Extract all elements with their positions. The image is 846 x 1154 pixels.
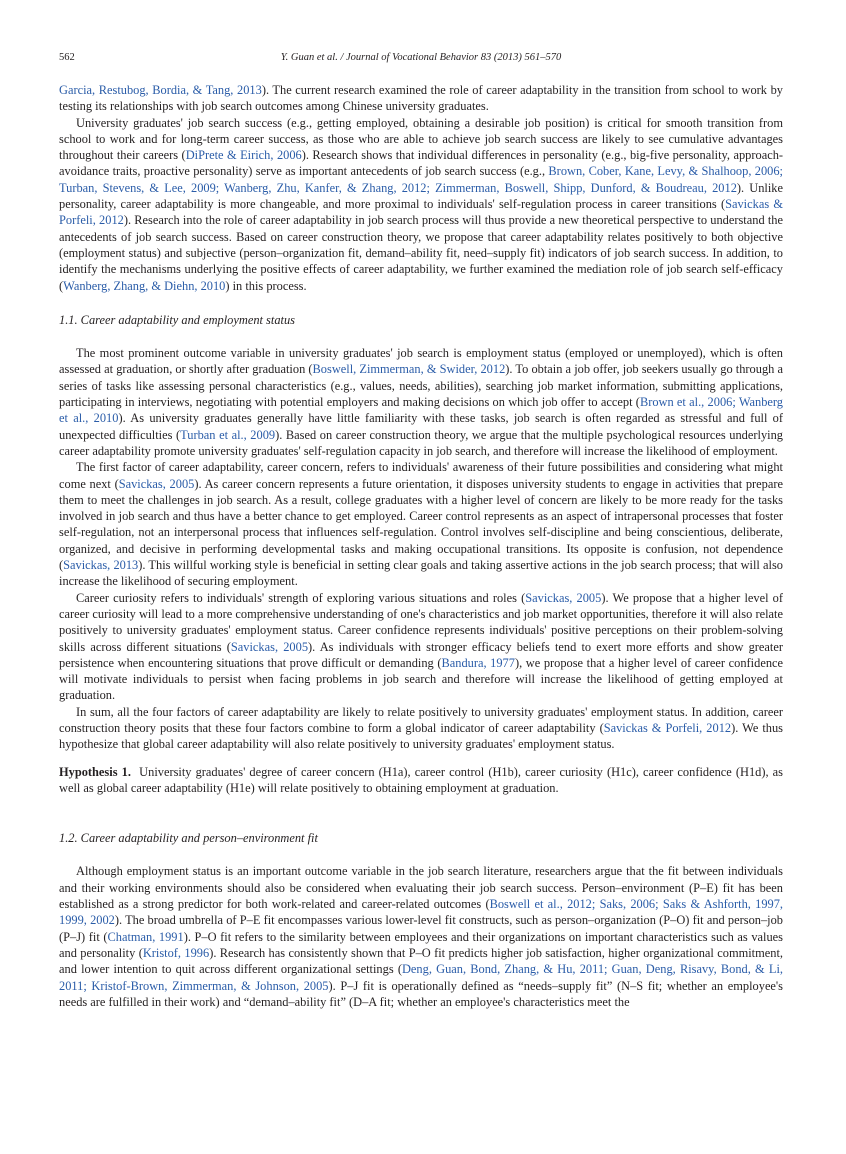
running-head: Y. Guan et al. / Journal of Vocational Behavior 83 (2013) 561–570 [280,52,562,63]
paragraph-career-curiosity [59,590,783,704]
citation-link[interactable]: Boswell et al., 2012; Saks, 2006; Saks & Ashforth, 1997, 1999, 2002 [59,897,783,928]
article-body [59,82,783,1010]
citation-link[interactable]: Savickas, 2005 [230,639,309,654]
citation-link[interactable]: Brown, Cober, Kane, Levy, & Shalhoop, 2006; Turban, Stevens, & Lee, 2009; Wanberg, Zhu, Kanfer, & Zhang, 2012; Zimmerman, Boswell, Shipp, Dunford, & Boudreau, 2012 [59,164,783,195]
citation-link[interactable]: Kristof, 1996 [142,945,210,960]
citation-link[interactable]: DiPrete & Eirich, 2006 [185,148,302,163]
text-run: ). The broad umbrella of P–E fit encompasses various lower-level fit constructs, such as person–organization (P–O) fit and person–job (P–J) fit ( [59,913,783,944]
text-run: Career curiosity refers to individuals' strength of exploring various situations and roles ( [76,590,526,605]
section-heading-1-1: 1.1. Career adaptability and employment status [59,312,295,327]
spacer [59,796,783,812]
text-run: ). As career concern represents a future orientation, it disposes university students to engage in activities that prepare them to meet the challenges in job search. As a result, college graduates with a higher level of concern are likely to be more ready for the tasks involved in job search and thus have a better chance to get employed. Career control represents as an aspect of intrapersonal processes that foster self-regulation, not an interpersonal process that influences self-regulation. Control involves self-discipline and being conscientious, deliberate, organized, and decisive in performing developmental tasks and making occupational transitions. Its opposite is confusion, not dependence ( [59,476,783,573]
paragraph-career-concern [59,459,783,589]
text-run: Although employment status is an important outcome variable in the job search literature, researchers argue that the fit between individuals and their working environments should also be considered when evaluating their job search success. Person–environment (P–E) fit has been established as a strong predictor for both work-related and career-related outcomes ( [59,864,783,912]
text-run: ). Research shows that individual differences in personality (e.g., big-five personality, approach-avoidance traits, proactive personality) serve as important antecedents of job search success (e.g., [59,148,784,179]
text-run: ). This willful working style is beneficial in setting clear goals and taking assertive actions in the job search process; that will also increase the likelihood of securing employment. [59,558,783,589]
citation-link[interactable]: Savickas & Porfeli, 2012 [59,197,783,228]
citation-link[interactable]: Boswell, Zimmerman, & Swider, 2012 [312,362,506,377]
page-number: 562 [59,52,75,63]
text-run: ). Research has consistently shown that P–O fit predicts higher job satisfaction, higher organizational commitment, and lower intention to quit across different organizational settings ( [59,945,783,977]
section-heading-1-2: 1.2. Career adaptability and person–environment fit [59,831,318,846]
citation-link[interactable]: Garcia, Restubog, Bordia, & Tang, 2013 [59,83,262,97]
page-header [59,52,783,68]
citation-link[interactable]: Deng, Guan, Bond, Zhang, & Hu, 2011; Guan, Deng, Risavy, Bond, & Li, 2011; Kristof-Brown, Zimmerman, & Johnson, 2005 [59,962,783,993]
paragraph-continued [59,82,783,115]
citation-link[interactable]: Turban et al., 2009 [180,427,276,442]
citation-link[interactable]: Brown et al., 2006; Wanberg et al., 2010 [59,395,784,426]
text-run: ). Based on career construction theory, we argue that the multiple psychological resources underlying career adaptability promote university graduates' self-regulation capacity in job search, and therefore will increase the likelihood of employment. [59,427,783,458]
text-run: ). As university graduates generally have little familiarity with these tasks, job search is often regarded as stressful and full of unexpected difficulties ( [59,411,784,442]
citation-link[interactable]: Savickas, 2013 [63,558,139,573]
citation-link[interactable]: Wanberg, Zhang, & Diehn, 2010 [63,278,226,293]
citation-link[interactable]: Savickas, 2005 [525,590,602,605]
text-run: ). We propose that a higher level of career curiosity will lead to a more comprehensive understanding of one's characteristics and job market opportunities, therefore it will also relate positively to university graduates' employment status. Career confidence represents individuals' positive perceptions on their problem-solving skills across different situations ( [59,590,784,654]
text-run: ) in this process. [225,278,307,293]
text-run: ). As individuals with stronger efficacy beliefs tend to exert more efforts and show greater persistence when encountering situations that prove difficult or demanding ( [59,639,783,670]
paragraph-pe-fit [59,863,783,1010]
text-run: In sum, all the four factors of career adaptability are likely to relate positively to university graduates' employment status. In addition, career construction theory posits that these four factors combine to form a global indicator of career adaptability ( [59,704,783,735]
citation-link[interactable]: Savickas, 2005 [118,476,195,491]
hypothesis-label: Hypothesis 1. [59,764,131,779]
text-run: ). P–O fit refers to the similarity between employees and their organizations on important characteristics such as values and personality ( [59,929,783,960]
text-run: ). To obtain a job offer, job seekers usually go through a series of tasks like assessing personal characteristics (e.g., values, needs, abilities), searching job market information, submitting applications, participating in interviews, negotiating with potential employers and making decisions on which job offer to accept ( [59,362,783,410]
paragraph-in-sum [59,704,783,753]
citation-link[interactable]: Bandura, 1977 [441,655,515,670]
citation-link[interactable]: Savickas & Porfeli, 2012 [603,720,732,735]
hypothesis-1 [59,764,783,797]
text-run: ). P–J fit is operationally defined as “needs–supply fit” (N–S fit; whether an employee's needs are fulfilled in their work) and “demand–ability fit” (D–A fit; whether an employee's characteristics meet the [59,978,783,1009]
text-run: ). The current research examined the role of career adaptability in the transition from school to work by testing its relationships with job search outcomes among Chinese university graduates. [59,83,784,114]
text-run: University graduates' job search success (e.g., getting employed, obtaining a desirable job position) is critical for smooth transition from school to work and for long-term career success, as those who are able to achieve job search success are likely to see cumulative advantages throughout their careers ( [59,115,783,163]
text-run: ). Unlike personality, career adaptability is more changeable, and more proximal to individuals' self-regulation process in career transitions ( [59,180,783,212]
paragraph-job-search-success [59,115,783,294]
text-run: ), we propose that a higher level of career confidence will motivate individuals to persist when facing problems in job search and therefore will increase the likelihood of getting employed at graduation. [59,655,784,703]
text-run: ). We thus hypothesize that global career adaptability will also relate positively to university graduates' employment status. [59,720,784,752]
citation-link[interactable]: Chatman, 1991 [107,929,184,944]
paragraph-employment-status [59,345,783,459]
hypothesis-text: University graduates' degree of career concern (H1a), career control (H1b), career curiosity (H1c), career confidence (H1d), as well as global career adaptability (H1e) will relate positively to obtaining employment at graduation. [59,764,784,795]
text-run: ). Research into the role of career adaptability in job search process will thus provide a new theoretical perspective to understand the antecedents of job search success. Based on career construction theory, we propose that career adaptability relates positively to both objective (employment status) and subjective (person–organization fit, demand–ability fit, need–supply fit) indicators of job search success. In addition, to identify the mechanisms underlying the positive effects of career adaptability, we further examined the mediation role of job search self-efficacy ( [59,213,784,293]
text-run: The first factor of career adaptability, career concern, refers to individuals' awareness of their future possibilities and considering what might come next ( [59,460,783,491]
text-run: The most prominent outcome variable in university graduates' job search is employment status (employed or unemployed), which is often assessed at graduation, or shortly after graduation ( [59,346,783,377]
